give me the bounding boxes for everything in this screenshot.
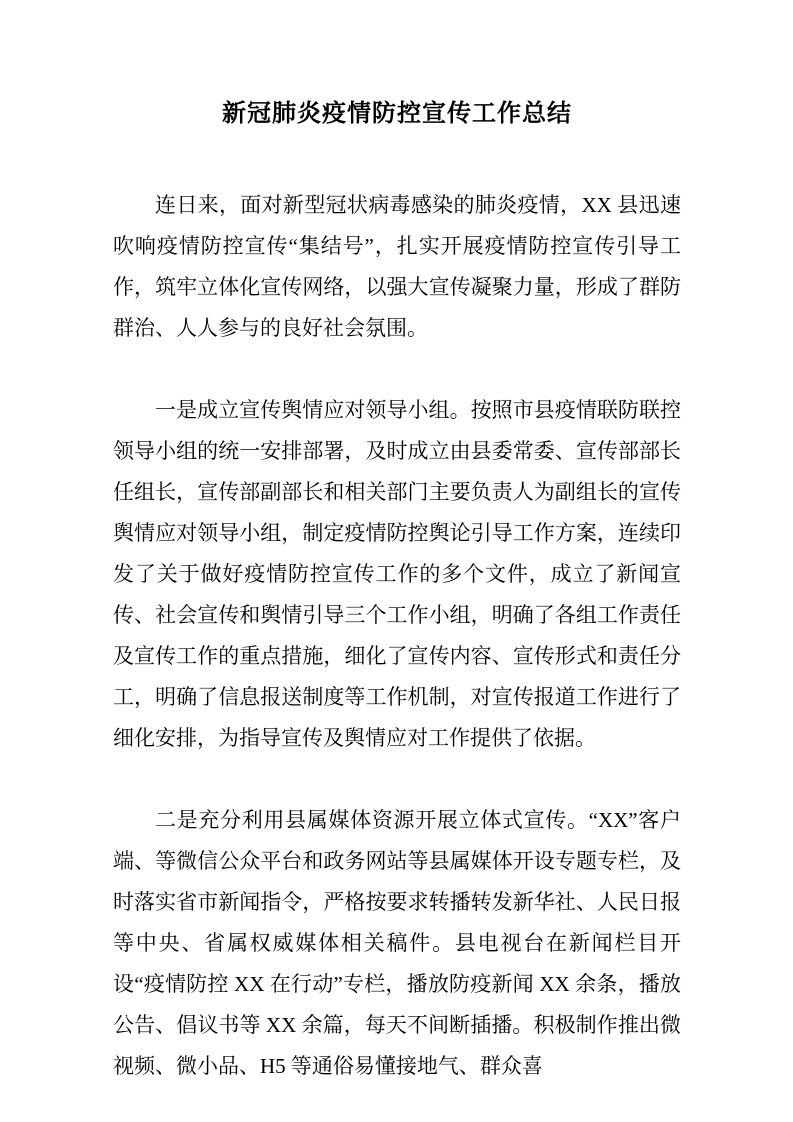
document-title: 新冠肺炎疫情防控宣传工作总结 bbox=[222, 101, 572, 127]
paragraph-section-two: 二是充分利用县属媒体资源开展立体式宣传。“XX”客户端、等微信公众平台和政务网站等县属媒体开设专题专栏，及时落实省市新闻指令，严格按要求转播转发新华社、人民日报等中央、省属权威媒体相关稿件。县电视台在新闻栏目开设“疫情防控 XX 在行动”专栏，播放防疫新闻 XX 余条，播放公告、倡议书等 XX 余篇，每天不间断插播。积极制作推出微视频、微小品、H5 等通俗易懂接地气、群众喜 bbox=[113, 808, 681, 1078]
paragraph-intro: 连日来，面对新型冠状病毒感染的肺炎疫情，XX 县迅速吹响疫情防控宣传“集结号”，扎实开展疫情防控宣传引导工作，筑牢立体化宣传网络，以强大宣传凝聚力量，形成了群防群治、人人参与的良好社会氛围。 bbox=[113, 193, 681, 340]
paragraph-section-one: 一是成立宣传舆情应对领导小组。按照市县疫情联防联控领导小组的统一安排部署，及时成立由县委常委、宣传部部长任组长，宣传部副部长和相关部门主要负责人为副组长的宣传舆情应对领导小组，制定疫情防控舆论引导工作方案，连续印发了关于做好疫情防控宣传工作的多个文件，成立了新闻宣传、社会宣传和舆情引导三个工作小组，明确了各组工作责任及宣传工作的重点措施，细化了宣传内容、宣传形式和责任分工，明确了信息报送制度等工作机制，对宣传报道工作进行了细化安排，为指导宣传及舆情应对工作提供了依据。 bbox=[113, 398, 681, 750]
